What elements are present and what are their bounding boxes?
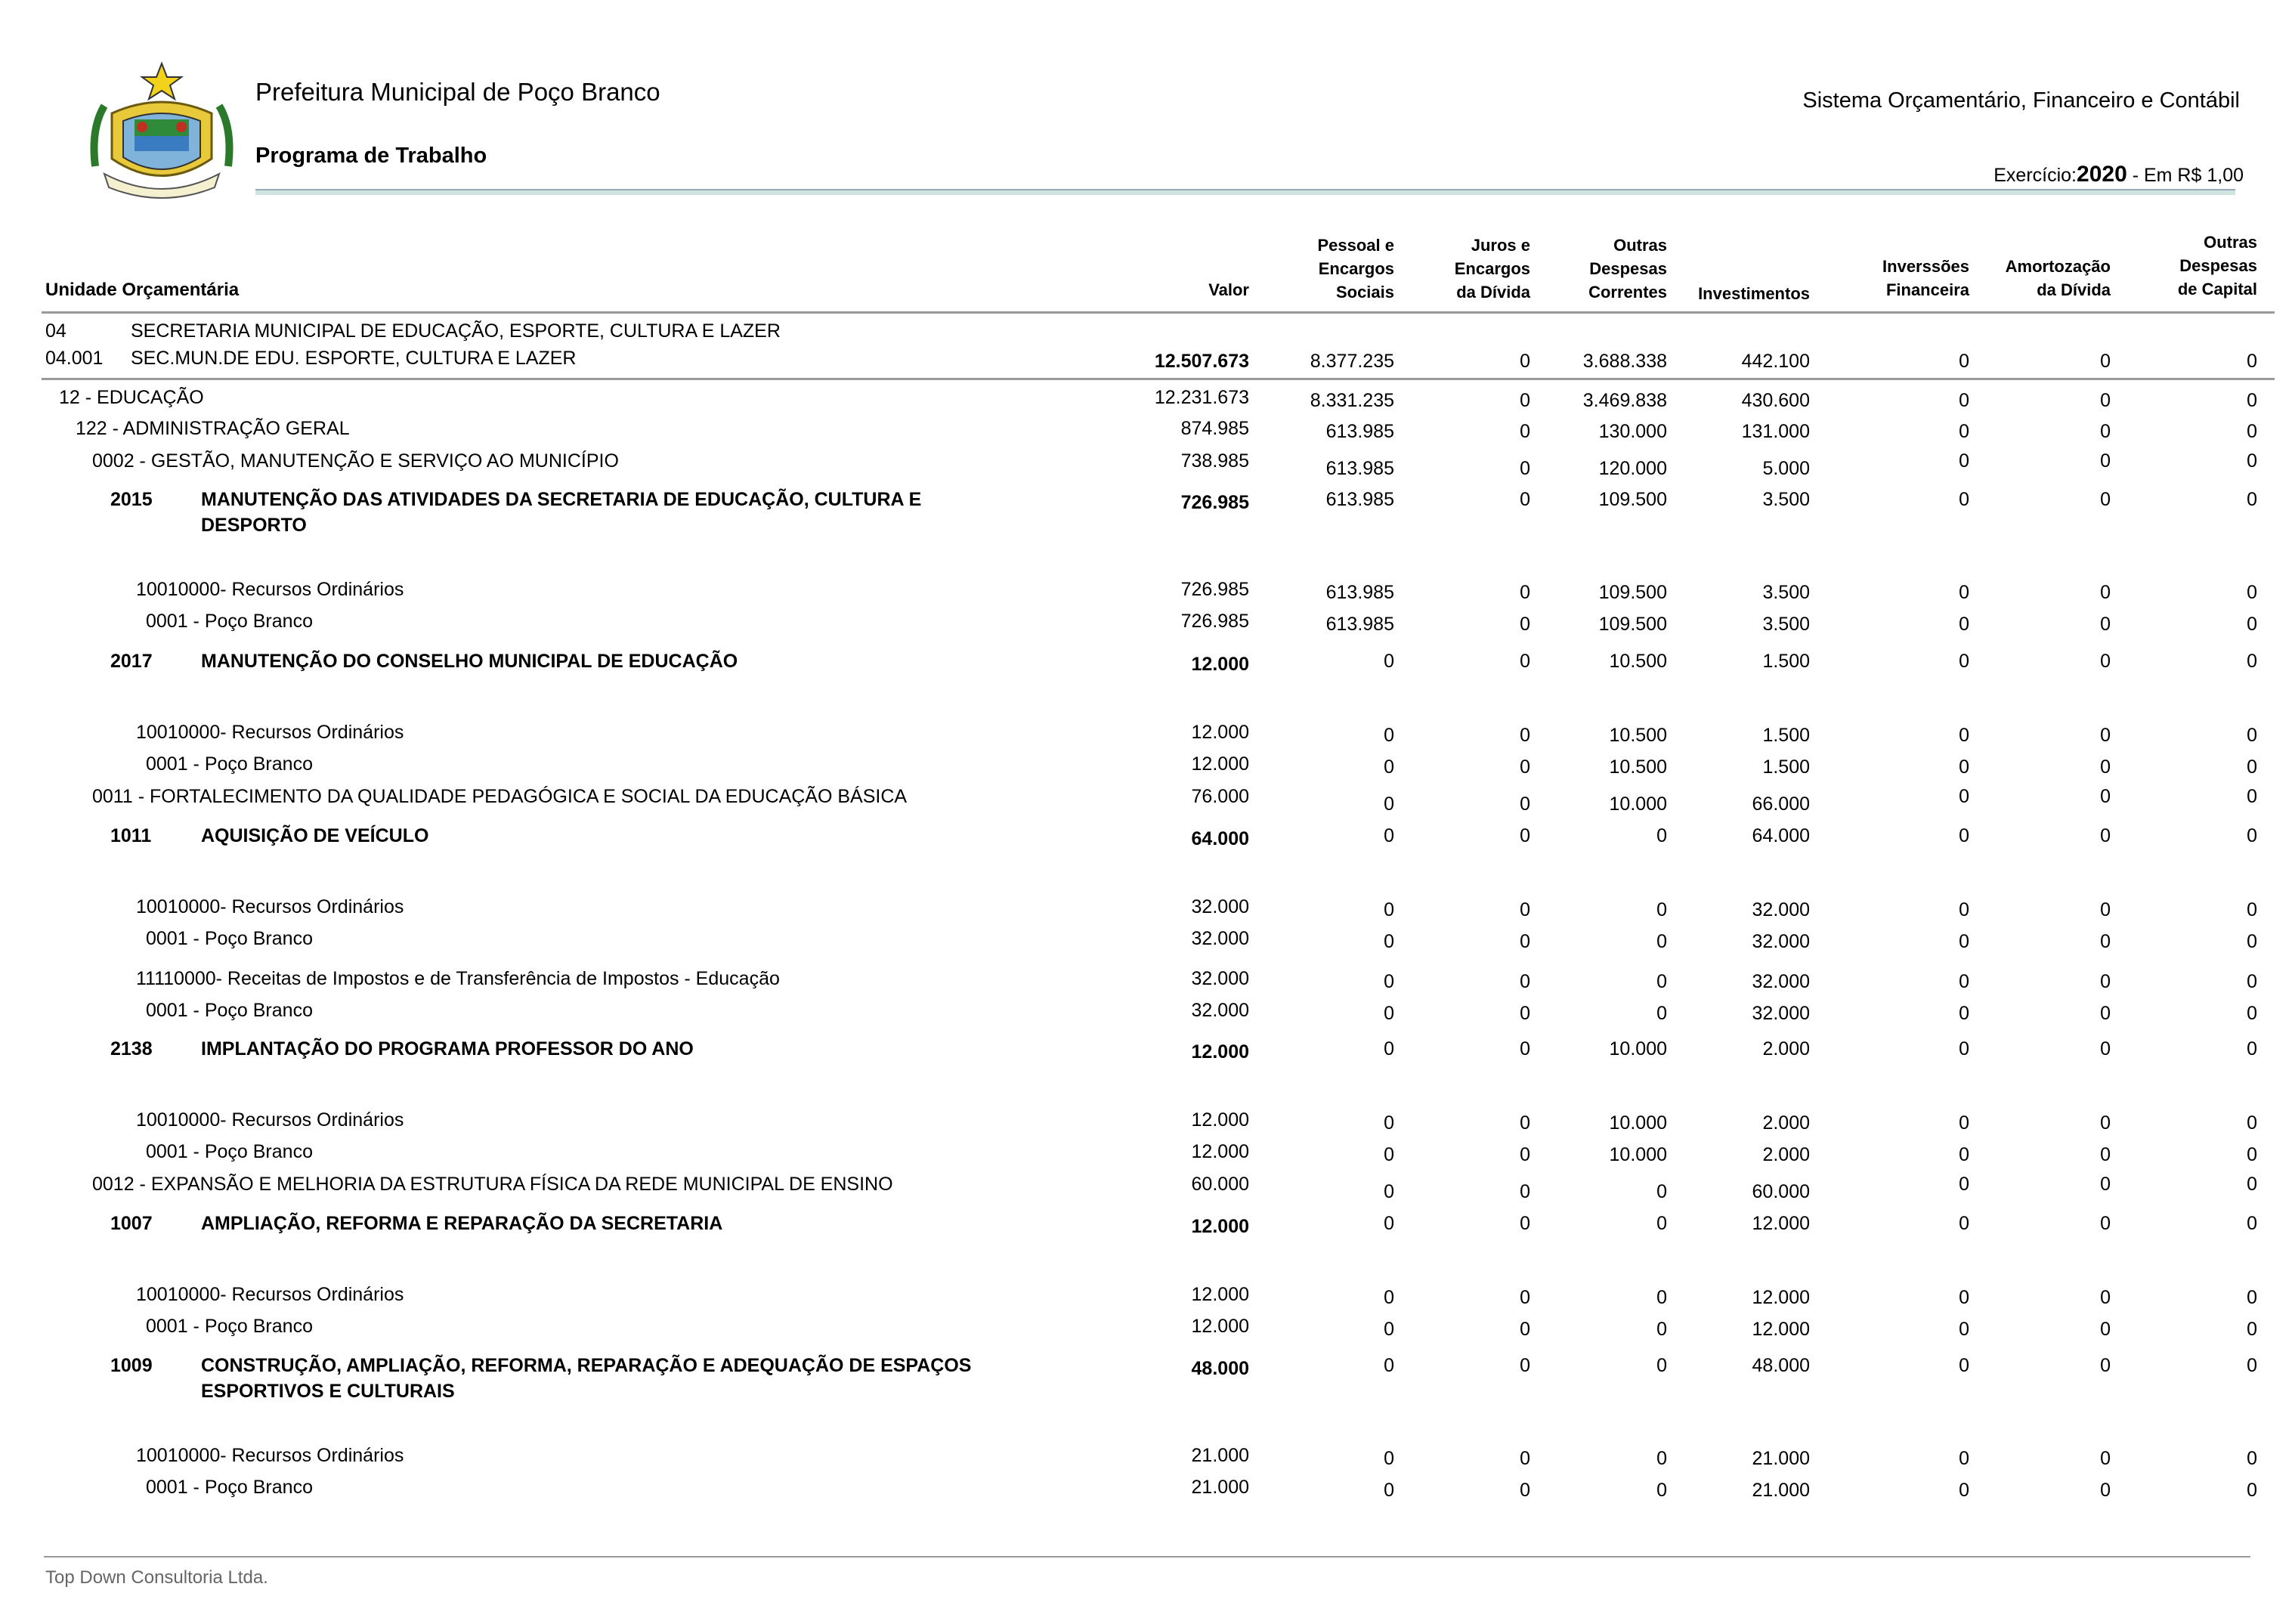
value-cell: 0 [2100,651,2111,672]
action-label-cont: DESPORTO [201,515,307,536]
action-code: 1007 [110,1213,153,1234]
value-cell: 12.000 [1191,654,1249,675]
program-row [0,1174,2295,1204]
exercise-label: Exercício: [1993,165,2077,186]
table-row [0,579,2295,609]
value-cell: 12.000 [1191,1041,1249,1063]
value-cell: 0 [1384,756,1394,778]
value-cell: 0 [1384,793,1394,815]
value-cell: 0 [2247,725,2257,746]
value-cell: 0 [1959,390,1969,411]
action-label: MANUTENÇÃO DAS ATIVIDADES DA SECRETARIA DE EDUCAÇÃO, CULTURA E [201,489,922,510]
value-cell: 32.000 [1752,899,1810,920]
row-label: 0001 - Poço Branco [146,1477,313,1498]
value-cell: 0 [2247,971,2257,992]
value-cell: 0 [2247,1112,2257,1134]
report-title: Programa de Trabalho [255,144,487,168]
row-label: 11110000- Receitas de Impostos e de Transferência de Impostos - Educação [136,968,780,989]
row-label: 10010000- Recursos Ordinários [136,1445,404,1466]
row-label: 0001 - Poço Branco [146,611,313,632]
table-row [0,722,2295,752]
value-cell: 0 [2100,489,2111,510]
value-cell: 0 [2247,1287,2257,1308]
value-cell: 0 [1959,421,1969,442]
value-cell: 12.000 [1191,1109,1249,1131]
action-row [0,651,2295,681]
table-row [0,1000,2295,1030]
value-cell: 12.000 [1752,1319,1810,1340]
unit-code: 04 [45,320,66,342]
value-cell: 0 [1384,1287,1394,1308]
value-cell: 10.000 [1609,793,1667,815]
unit-code: 04.001 [45,348,104,369]
row-label: 0001 - Poço Branco [146,1141,313,1162]
value-cell: 64.000 [1752,825,1810,846]
value-cell: 130.000 [1598,421,1667,442]
value-cell: 0 [2100,1038,2111,1059]
value-cell: 109.500 [1598,614,1667,635]
value-cell: 0 [1520,1181,1530,1202]
col-outras-correntes-header: Outras Despesas Correntes [1588,236,1667,302]
value-cell: 0 [2100,582,2111,603]
value-cell: 3.688.338 [1582,351,1667,372]
table-row [0,1284,2295,1314]
value-cell: 0 [1384,1213,1394,1234]
table-row [0,418,2295,448]
value-cell: 0 [1384,1003,1394,1024]
value-cell: 0 [1520,390,1530,411]
value-cell: 738.985 [1180,450,1249,472]
value-cell: 0 [1959,582,1969,603]
value-cell: 0 [1656,899,1667,920]
value-cell: 120.000 [1598,458,1667,479]
value-cell: 1.500 [1762,725,1810,746]
value-cell: 0 [1656,1287,1667,1308]
value-cell: 613.985 [1325,489,1394,510]
value-cell: 8.331.235 [1310,390,1394,411]
value-cell: 0 [1384,1112,1394,1134]
value-cell: 0 [1959,1038,1969,1059]
row-label: 10010000- Recursos Ordinários [136,1109,404,1131]
unit-row [0,348,2295,378]
action-label: CONSTRUÇÃO, AMPLIAÇÃO, REFORMA, REPARAÇÃO E ADEQUAÇÃO DE ESPAÇOS [201,1355,972,1376]
value-cell: 0 [2247,1003,2257,1024]
value-cell: 0 [1520,421,1530,442]
value-cell: 0 [1384,651,1394,672]
value-cell: 0 [2247,1480,2257,1501]
value-cell: 0 [1384,1144,1394,1165]
value-cell: 0 [2100,1213,2111,1234]
value-cell: 874.985 [1180,418,1249,439]
table-row [0,1316,2295,1346]
action-code: 1011 [110,825,152,846]
value-cell: 0 [2247,421,2257,442]
value-cell: 613.985 [1325,458,1394,479]
col-valor-header: Valor [1208,280,1249,299]
system-name: Sistema Orçamentário, Financeiro e Contábil [1802,88,2240,113]
value-cell: 3.469.838 [1582,390,1667,411]
header-divider [255,189,2235,195]
value-cell: 21.000 [1191,1445,1249,1466]
unit-divider [42,378,2275,380]
action-code: 2017 [110,651,153,672]
value-cell: 0 [1959,971,1969,992]
unit-name: SECRETARIA MUNICIPAL DE EDUCAÇÃO, ESPORTE, CULTURA E LAZER [131,320,781,342]
value-cell: 0 [2100,786,2111,807]
value-cell: 0 [1520,756,1530,778]
row-label: 0001 - Poço Branco [146,1000,313,1021]
value-cell: 12.000 [1191,1316,1249,1337]
row-label: 0001 - Poço Branco [146,753,313,775]
value-cell: 48.000 [1191,1358,1249,1379]
value-cell: 0 [1384,1355,1394,1376]
table-row [0,1445,2295,1475]
row-label: 0001 - Poço Branco [146,928,313,949]
value-cell: 3.500 [1762,614,1810,635]
value-cell: 613.985 [1325,421,1394,442]
value-cell: 0 [1959,351,1969,372]
value-cell: 0 [1959,450,1969,472]
value-cell: 0 [2100,1112,2111,1134]
value-cell: 0 [2100,351,2111,372]
value-cell: 0 [2247,489,2257,510]
value-cell: 0 [1656,1213,1667,1234]
currency-note: - Em R$ 1,00 [2132,165,2244,186]
value-cell: 0 [1384,1038,1394,1059]
row-label: 10010000- Recursos Ordinários [136,722,404,743]
row-label: 10010000- Recursos Ordinários [136,579,404,600]
value-cell: 0 [1959,1003,1969,1024]
value-cell: 0 [1959,1355,1969,1376]
value-cell: 0 [2100,450,2111,472]
value-cell: 10.000 [1609,1112,1667,1134]
exercise-year: 2020 [2077,162,2127,187]
value-cell: 0 [1384,1480,1394,1501]
value-cell: 0 [2100,1480,2111,1501]
value-cell: 5.000 [1762,458,1810,479]
value-cell: 0 [1520,971,1530,992]
value-cell: 0 [1656,1181,1667,1202]
value-cell: 0 [2247,1213,2257,1234]
municipality-name: Prefeitura Municipal de Poço Branco [255,78,660,106]
value-cell: 10.500 [1609,651,1667,672]
value-cell: 0 [1520,489,1530,510]
value-cell: 0 [2247,450,2257,472]
table-header-divider [42,311,2275,314]
value-cell: 0 [1959,1480,1969,1501]
value-cell: 0 [1656,931,1667,952]
value-cell: 0 [1520,1448,1530,1469]
coat-of-arms-icon [82,60,242,204]
col-inversoes-header: Inverssões Financeira [1882,257,1969,299]
value-cell: 0 [1959,725,1969,746]
value-cell: 12.000 [1191,753,1249,775]
value-cell: 0 [1959,1144,1969,1165]
row-label: 0012 - EXPANSÃO E MELHORIA DA ESTRUTURA FÍSICA DA REDE MUNICIPAL DE ENSINO [92,1174,893,1195]
unit-row [0,320,2295,351]
program-row [0,786,2295,816]
row-label: 0011 - FORTALECIMENTO DA QUALIDADE PEDAGÓGICA E SOCIAL DA EDUCAÇÃO BÁSICA [92,786,908,807]
value-cell: 0 [2247,1319,2257,1340]
value-cell: 0 [1959,651,1969,672]
program-row [0,450,2295,481]
row-label: 10010000- Recursos Ordinários [136,896,404,917]
table-row [0,968,2295,998]
value-cell: 0 [1520,1355,1530,1376]
value-cell: 0 [2100,1287,2111,1308]
table-row [0,753,2295,784]
value-cell: 0 [2247,756,2257,778]
value-cell: 0 [1959,825,1969,846]
value-cell: 10.000 [1609,1144,1667,1165]
table-row [0,387,2295,417]
value-cell: 131.000 [1741,421,1810,442]
value-cell: 0 [1656,825,1667,846]
value-cell: 0 [1959,1287,1969,1308]
table-row [0,928,2295,958]
value-cell: 0 [1520,651,1530,672]
action-label: IMPLANTAÇÃO DO PROGRAMA PROFESSOR DO ANO [201,1038,694,1059]
value-cell: 10.500 [1609,725,1667,746]
table-row [0,1141,2295,1171]
value-cell: 0 [2100,1174,2111,1195]
value-cell: 64.000 [1191,828,1249,849]
value-cell: 0 [1520,1480,1530,1501]
value-cell: 0 [1520,614,1530,635]
value-cell: 12.231.673 [1154,387,1249,408]
value-cell: 1.500 [1762,756,1810,778]
action-code: 2015 [110,489,153,510]
value-cell: 0 [2100,1355,2111,1376]
value-cell: 0 [1656,1003,1667,1024]
row-label: 122 - ADMINISTRAÇÃO GERAL [76,418,350,439]
value-cell: 0 [2100,725,2111,746]
row-label: 10010000- Recursos Ordinários [136,1284,404,1305]
table-row [0,1477,2295,1507]
value-cell: 0 [2247,1448,2257,1469]
value-cell: 0 [1384,899,1394,920]
value-cell: 32.000 [1191,896,1249,917]
footer-company: Top Down Consultoria Ltda. [45,1567,268,1588]
value-cell: 0 [1520,899,1530,920]
action-row [0,1038,2295,1069]
value-cell: 60.000 [1191,1174,1249,1195]
value-cell: 0 [2247,1144,2257,1165]
value-cell: 0 [1520,582,1530,603]
value-cell: 0 [2100,971,2111,992]
value-cell: 21.000 [1752,1480,1810,1501]
value-cell: 12.000 [1752,1213,1810,1234]
value-cell: 0 [1959,489,1969,510]
value-cell: 0 [2247,651,2257,672]
value-cell: 109.500 [1598,489,1667,510]
value-cell: 32.000 [1752,971,1810,992]
col-outras-capital-header: Outras Despesas de Capital [2177,233,2257,299]
value-cell: 0 [2247,786,2257,807]
value-cell: 76.000 [1191,786,1249,807]
value-cell: 2.000 [1762,1038,1810,1059]
value-cell: 0 [1959,756,1969,778]
value-cell: 0 [2100,614,2111,635]
value-cell: 0 [1384,725,1394,746]
value-cell: 12.000 [1752,1287,1810,1308]
value-cell: 0 [1520,458,1530,479]
table-row [0,896,2295,926]
exercise-info [1993,162,2244,187]
value-cell: 0 [1656,1355,1667,1376]
col-juros-header: Juros e Encargos da Dívida [1454,236,1530,302]
value-cell: 0 [1520,1213,1530,1234]
value-cell: 12.507.673 [1154,351,1249,372]
value-cell: 0 [2247,931,2257,952]
value-cell: 0 [1959,931,1969,952]
value-cell: 3.500 [1762,489,1810,510]
value-cell: 0 [1959,899,1969,920]
value-cell: 0 [2100,756,2111,778]
value-cell: 10.000 [1609,1038,1667,1059]
value-cell: 66.000 [1752,793,1810,815]
col-investimentos-header: Investimentos [1698,284,1810,303]
value-cell: 0 [1656,1480,1667,1501]
value-cell: 442.100 [1741,351,1810,372]
value-cell: 0 [1959,1174,1969,1195]
value-cell: 0 [2247,1038,2257,1059]
action-label: AQUISIÇÃO DE VEÍCULO [201,825,429,846]
value-cell: 0 [1959,614,1969,635]
value-cell: 0 [2100,421,2111,442]
value-cell: 8.377.235 [1310,351,1394,372]
value-cell: 0 [2100,1144,2111,1165]
value-cell: 0 [2247,825,2257,846]
value-cell: 0 [1384,1319,1394,1340]
value-cell: 0 [1656,971,1667,992]
value-cell: 12.000 [1191,1141,1249,1162]
table-row [0,611,2295,641]
value-cell: 0 [1959,1213,1969,1234]
value-cell: 21.000 [1752,1448,1810,1469]
value-cell: 0 [2100,1003,2111,1024]
value-cell: 0 [1520,1112,1530,1134]
value-cell: 0 [1959,1448,1969,1469]
value-cell: 3.500 [1762,582,1810,603]
value-cell: 0 [1520,725,1530,746]
value-cell: 613.985 [1325,582,1394,603]
value-cell: 0 [1520,1287,1530,1308]
value-cell: 0 [1959,786,1969,807]
value-cell: 0 [1520,351,1530,372]
action-label: MANUTENÇÃO DO CONSELHO MUNICIPAL DE EDUCAÇÃO [201,651,738,672]
value-cell: 2.000 [1762,1112,1810,1134]
action-code: 2138 [110,1038,153,1059]
value-cell: 726.985 [1180,579,1249,600]
value-cell: 1.500 [1762,651,1810,672]
value-cell: 726.985 [1180,492,1249,513]
value-cell: 0 [2100,931,2111,952]
value-cell: 60.000 [1752,1181,1810,1202]
row-label: 12 - EDUCAÇÃO [59,387,204,408]
value-cell: 0 [2247,390,2257,411]
value-cell: 0 [2100,1448,2111,1469]
footer-divider [44,1556,2250,1557]
value-cell: 0 [1520,1003,1530,1024]
value-cell: 0 [1520,1144,1530,1165]
value-cell: 430.600 [1741,390,1810,411]
value-cell: 0 [1384,971,1394,992]
value-cell: 48.000 [1752,1355,1810,1376]
value-cell: 0 [1520,1038,1530,1059]
value-cell: 12.000 [1191,1284,1249,1305]
action-row [0,1213,2295,1243]
value-cell: 0 [1959,1112,1969,1134]
value-cell: 32.000 [1191,928,1249,949]
value-cell: 32.000 [1752,1003,1810,1024]
value-cell: 109.500 [1598,582,1667,603]
action-row [0,489,2295,536]
table-row [0,1109,2295,1140]
row-label: 0002 - GESTÃO, MANUTENÇÃO E SERVIÇO AO MUNICÍPIO [92,450,619,472]
value-cell: 0 [2100,825,2111,846]
value-cell: 0 [2100,899,2111,920]
action-label-cont: ESPORTIVOS E CULTURAIS [201,1381,455,1402]
value-cell: 0 [2247,1355,2257,1376]
value-cell: 0 [2247,582,2257,603]
value-cell: 0 [1384,1181,1394,1202]
value-cell: 32.000 [1752,931,1810,952]
value-cell: 0 [1520,931,1530,952]
value-cell: 0 [1520,825,1530,846]
value-cell: 12.000 [1191,722,1249,743]
action-code: 1009 [110,1355,153,1376]
action-row [0,1355,2295,1402]
value-cell: 21.000 [1191,1477,1249,1498]
value-cell: 0 [2247,351,2257,372]
value-cell: 726.985 [1180,611,1249,632]
value-cell: 0 [2247,899,2257,920]
action-row [0,825,2295,855]
value-cell: 613.985 [1325,614,1394,635]
value-cell: 0 [2247,614,2257,635]
value-cell: 12.000 [1191,1216,1249,1237]
col-unit-header: Unidade Orçamentária [45,280,240,300]
value-cell: 0 [2100,390,2111,411]
value-cell: 10.500 [1609,756,1667,778]
row-label: 0001 - Poço Branco [146,1316,313,1337]
value-cell: 32.000 [1191,968,1249,989]
value-cell: 0 [1520,1319,1530,1340]
unit-name: SEC.MUN.DE EDU. ESPORTE, CULTURA E LAZER [131,348,577,369]
value-cell: 32.000 [1191,1000,1249,1021]
col-amortizacao-header: Amortozação da Dívida [2005,257,2111,299]
value-cell: 2.000 [1762,1144,1810,1165]
value-cell: 0 [1959,1319,1969,1340]
coat-of-arms-logo [82,60,242,204]
value-cell: 0 [1520,793,1530,815]
value-cell: 0 [1384,931,1394,952]
value-cell: 0 [2100,1319,2111,1340]
col-pessoal-header: Pessoal e Encargos Sociais [1317,236,1394,302]
value-cell: 0 [1656,1448,1667,1469]
value-cell: 0 [2247,1174,2257,1195]
value-cell: 0 [1384,1448,1394,1469]
value-cell: 0 [1384,825,1394,846]
value-cell: 0 [1656,1319,1667,1340]
action-label: AMPLIAÇÃO, REFORMA E REPARAÇÃO DA SECRETARIA [201,1213,723,1234]
